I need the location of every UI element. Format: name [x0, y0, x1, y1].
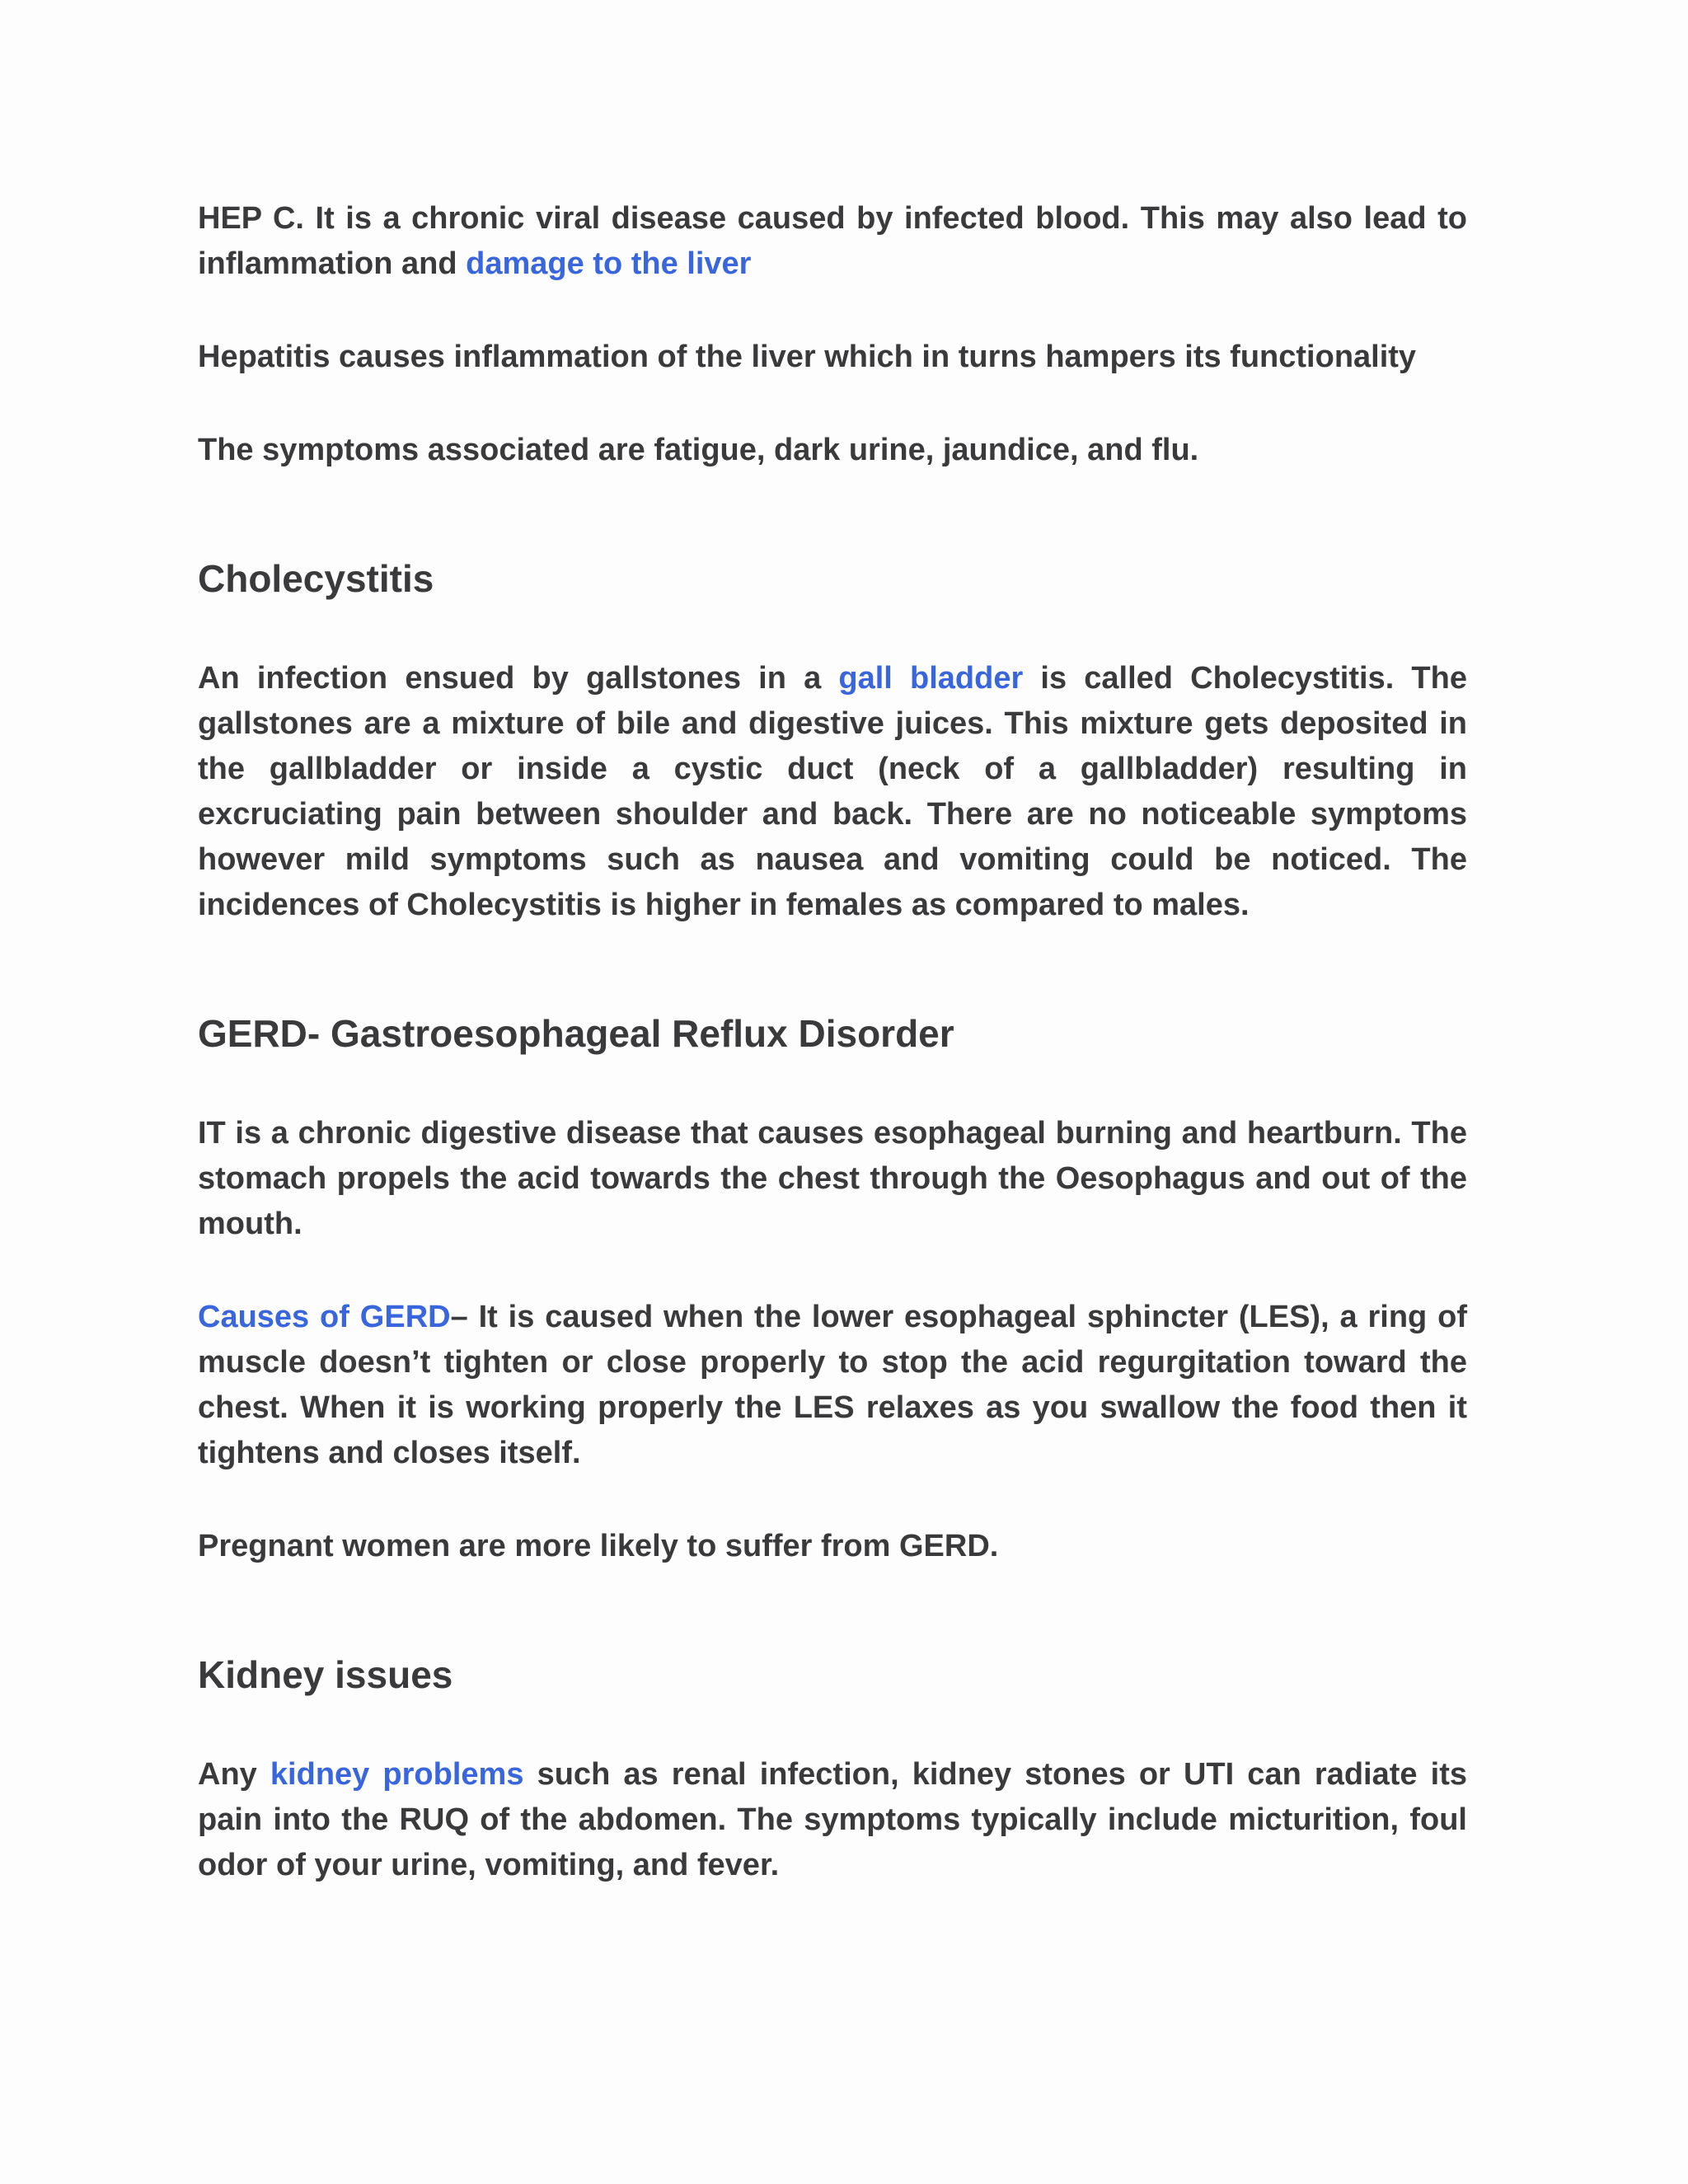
- hepc-paragraph-3: The symptoms associated are fatigue, dark urine, jaundice, and flu.: [198, 433, 1199, 467]
- damage-to-liver-link[interactable]: damage to the liver: [466, 246, 752, 281]
- gerd-paragraph-1: IT is a chronic digestive disease that causes esophageal burning and heartburn. The stomach propels the acid towards the chest through the Oesophagus and out of the mouth.: [198, 1116, 1467, 1241]
- document-page: [198, 196, 1467, 1888]
- cholecystitis-heading: Cholecystitis: [198, 557, 434, 600]
- kidney-text-b: such as renal infection, kidney stones or UTI can radiate its pain into the RUQ of the abdomen. The symptoms typically include micturition, foul odor of your urine, vomiting, and fever.: [198, 1757, 1467, 1882]
- gerd-heading: GERD- Gastroesophageal Reflux Disorder: [198, 1012, 954, 1055]
- causes-of-gerd-link[interactable]: Causes of GERD: [198, 1300, 451, 1334]
- gerd-paragraph-3: Pregnant women are more likely to suffer from GERD.: [198, 1529, 999, 1563]
- hepc-paragraph-2: Hepatitis causes inflammation of the liver which in turns hampers its functionality: [198, 340, 1417, 374]
- gerd-paragraph-2-text: – It is caused when the lower esophageal sphincter (LES), a ring of muscle doesn’t tighten or close properly to stop the acid regurgitation toward the chest. When it is working properly the LES relaxes as you swallow the food then it tightens and closes itself.: [198, 1300, 1467, 1470]
- cholecystitis-paragraph: [198, 656, 1467, 928]
- kidney-paragraph: [198, 1752, 1467, 1888]
- kidney-text-a: Any: [198, 1757, 270, 1792]
- cholecystitis-text-b: is called Cholecystitis. The gallstones are a mixture of bile and digestive juices. This mixture gets deposited in the gallbladder or inside a cystic duct (neck of a gallbladder) resulting in excruciating pain between shoulder and back. There are no noticeable symptoms however mild symptoms such as nausea and vomiting could be noticed. The incidences of Cholecystitis is higher in females as compared to males.: [198, 661, 1467, 922]
- cholecystitis-text-a: An infection ensued by gallstones in a: [198, 661, 839, 696]
- hepc-paragraph-1: [198, 196, 1467, 287]
- gerd-paragraph-2: [198, 1295, 1467, 1476]
- gall-bladder-link[interactable]: gall bladder: [838, 661, 1024, 696]
- kidney-heading: Kidney issues: [198, 1653, 453, 1696]
- hepc-paragraph-1-text: HEP C. It is a chronic viral disease caused by infected blood. This may also lead to inflammation and: [198, 201, 1467, 281]
- kidney-problems-link[interactable]: kidney problems: [270, 1757, 524, 1792]
